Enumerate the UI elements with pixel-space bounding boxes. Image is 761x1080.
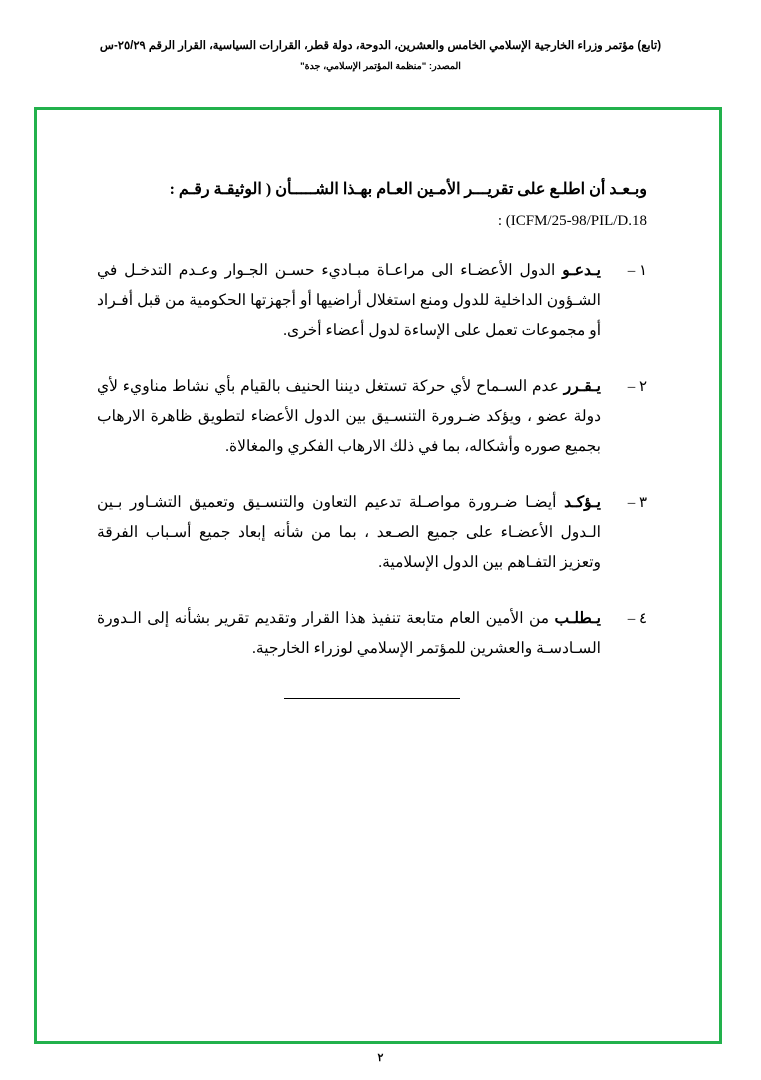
- intro-document-reference: : (ICFM/25-98/PIL/D.18: [497, 213, 647, 229]
- intro-text: وبـعـد أن اطلـع على تقريـــر الأمـين العـام بهـذا الشـــــأن ( الوثيقـة رقـم :: [169, 181, 647, 198]
- clause-lead-word: يـدعـو: [562, 262, 601, 279]
- section-divider-wrap: [97, 664, 647, 699]
- clause-rest-text: عدم السـماح لأي حركة تستغل ديننا الحنيف بالقيام بأي نشاط مناويء لأي دولة عضو ، ويؤكد ضـرورة التنسـيق بين الدول الأعضاء لتطويق ظاهرة الارهاب بجميع صوره وأشكاله، بما في ذلك الارهاب الفكري والمغالاة.: [97, 378, 601, 455]
- header-source-line: المصدر: "منظمة المؤتمر الإسلامي، جدة": [300, 61, 461, 72]
- clause-rest-text: أيضـا ضـرورة مواصـلة تدعيم التعاون والتنسـيق وتعميق التشـاور بـين الـدول الأعضـاء على جميع الصـعد ، بما من شأنه إبعاد جميع أسـباب الفرقة وتعزيز التفـاهم بين الدول الإسلامية.: [97, 494, 601, 571]
- page-header: [0, 38, 761, 74]
- clause-item: [97, 604, 647, 664]
- section-divider: [284, 698, 460, 699]
- clause-text: [97, 488, 601, 578]
- clause-item: [97, 488, 647, 578]
- content-frame: [34, 107, 722, 1044]
- intro-paragraph: [97, 175, 647, 205]
- clause-rest-text: الدول الأعضـاء الى مراعـاة مبـاديء حسـن الجـوار وعـدم التدخـل في الشـؤون الداخلية للدول ومنع استغلال أراضيها أو أجهزتها الحكومية من قبل أفـراد أو مجموعات تعمل على الإساءة لدول أعضاء أخرى.: [97, 262, 601, 339]
- clause-number: ٣ –: [627, 495, 647, 511]
- clause-item: [97, 256, 647, 346]
- document-body: [37, 155, 719, 699]
- clause-text: [97, 372, 601, 462]
- clause-lead-word: يـؤكـد: [564, 494, 601, 511]
- clause-item: [97, 372, 647, 462]
- clause-text: [97, 604, 601, 664]
- clause-text: [97, 256, 601, 346]
- clause-lead-word: يـطلـب: [554, 610, 601, 627]
- page-number: ٢: [377, 1052, 384, 1064]
- clause-lead-word: يـقـرر: [563, 378, 601, 395]
- clause-number: ٤ –: [627, 611, 647, 627]
- clause-rest-text: من الأمين العام متابعة تنفيذ هذا القرار وتقديم تقرير بشأنه إلى الـدورة السـادسـة والعشرين للمؤتمر الإسلامي لوزراء الخارجية.: [97, 610, 601, 657]
- header-title-line: (تابع) مؤتمر وزراء الخارجية الإسلامي الخامس والعشرين، الدوحة، دولة قطر، القرارات السياسية، القرار الرقم ٢٥/٢٩-س: [99, 40, 662, 52]
- clause-number: ٢ –: [627, 379, 647, 395]
- clause-number: ١ –: [627, 263, 647, 279]
